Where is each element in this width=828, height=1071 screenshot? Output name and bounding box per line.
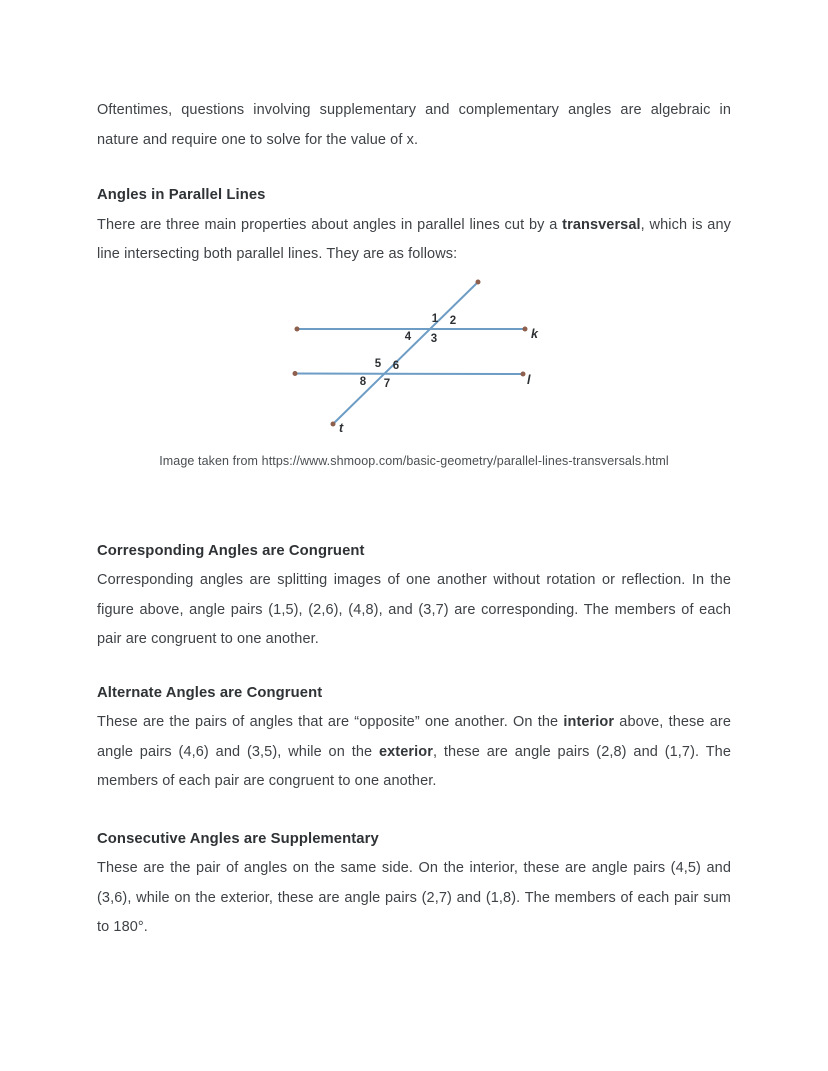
angle-label-8: 8 xyxy=(359,375,367,388)
section-heading-angles-in-parallel-lines: Angles in Parallel Lines xyxy=(97,187,266,203)
line-label-transversal: t xyxy=(339,420,344,435)
text-segment: Corresponding angles are splitting images of one another without rotation or reflection. In the figure above, angle pairs (1,5), (2,6), (4,8), and (3,7) are corresponding. The members of each pair are congruent to one another. xyxy=(97,572,731,647)
line-label-k: k xyxy=(531,326,538,341)
text-segment: above, these are angle pairs (4,6) and (3,5), while on the xyxy=(97,714,731,760)
angle-label-7: 7 xyxy=(383,377,391,390)
document-body xyxy=(97,0,731,943)
line-label-l: l xyxy=(527,372,531,387)
text-segment-bold-interior: interior xyxy=(563,714,615,730)
angle-label-6: 6 xyxy=(392,359,400,372)
text-segment: , these are angle pairs (2,8) and (1,7). The members of each pair are congruent to one another. xyxy=(97,743,731,789)
endpoint-dot xyxy=(523,326,528,331)
angle-label-1: 1 xyxy=(431,312,439,325)
text-segment: These are the pairs of angles that are “opposite” one another. On the xyxy=(97,714,564,730)
intro-paragraph: Oftentimes, questions involving supplementary and complementary angles are algebraic in nature and require one to solve for the value of x. xyxy=(97,102,731,148)
endpoint-dot xyxy=(331,421,336,426)
angle-label-2: 2 xyxy=(449,314,457,327)
text-segment-bold-transversal: transversal xyxy=(562,216,641,233)
angle-label-3: 3 xyxy=(430,332,438,345)
text-segment-bold-exterior: exterior xyxy=(378,743,433,760)
figure xyxy=(97,274,731,447)
angle-label-5: 5 xyxy=(374,357,382,370)
section-paragraph-alternate-angles xyxy=(97,708,731,797)
text-segment: , which is any line intersecting both parallel lines. They are as follows: xyxy=(97,216,731,262)
section-heading-alternate-angles: Alternate Angles are Congruent xyxy=(97,684,323,701)
endpoint-dot xyxy=(476,279,481,284)
parallel-lines-transversal-diagram xyxy=(283,274,545,442)
transversal-line xyxy=(333,282,478,424)
endpoint-dot xyxy=(293,371,298,376)
endpoint-dot xyxy=(295,326,300,331)
section-heading-consecutive-angles: Consecutive Angles are Supplementary xyxy=(97,830,379,847)
parallel-line-l xyxy=(295,373,523,374)
section-heading-corresponding-angles: Corresponding Angles are Congruent xyxy=(97,542,365,559)
angle-label-4: 4 xyxy=(404,330,412,343)
text-segment: There are three main properties about angles in parallel lines cut by a xyxy=(97,216,563,233)
section-paragraph-corresponding-angles xyxy=(97,566,731,655)
figure-caption: Image taken from https://www.shmoop.com/basic-geometry/parallel-lines-transversals.html xyxy=(159,453,669,468)
text-segment: These are the pair of angles on the same side. On the interior, these are angle pairs (4,5) and (3,6), while on the exterior, these are angle pairs (2,7) and (1,8). The members of each pair sum to 180°. xyxy=(97,860,731,935)
endpoint-dot xyxy=(521,371,526,376)
section-paragraph-angles-in-parallel-lines xyxy=(97,211,731,270)
section-paragraph-consecutive-angles xyxy=(97,854,731,943)
